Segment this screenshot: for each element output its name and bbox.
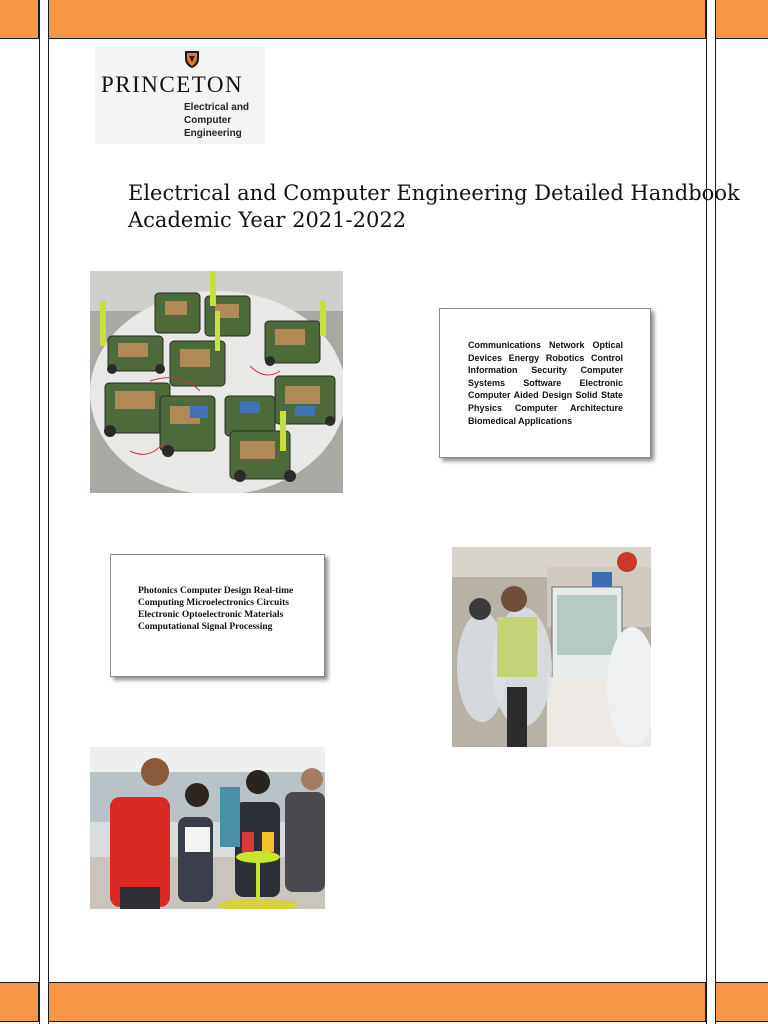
brand-name: PRINCETON [101, 72, 244, 97]
research-topics-box [110, 554, 325, 677]
lab-photo [452, 547, 651, 747]
bottom-bar-left [0, 982, 39, 1022]
frame-line-right [715, 0, 716, 1024]
research-topics-text: Photonics Computer Design Real-time Computing Microelectronics Circuits Electronic Optoelectronic Materials Computational Signal Processing [138, 586, 294, 632]
department-name: Electrical and Computer Engineering [184, 102, 250, 139]
research-areas-box [439, 308, 651, 458]
shield-icon [184, 50, 200, 69]
top-bar-right [715, 0, 768, 39]
students-photo [90, 747, 325, 909]
title-line-2: Academic Year 2021-2022 [128, 208, 407, 232]
top-bar-left [0, 0, 39, 39]
document-title [128, 180, 740, 234]
research-areas-text: Communications Network Optical Devices Energy Robotics Control Information Security Computer Systems Software Electronic Computer Aided Design Solid State Physics Computer Architecture Biomedical Applications [468, 340, 623, 426]
bottom-bar-right [715, 982, 768, 1022]
frame-line-left-inner [48, 0, 49, 1024]
frame-line-left [39, 0, 40, 1024]
robots-photo [90, 271, 343, 493]
bottom-bar-center [48, 982, 706, 1022]
title-line-1: Electrical and Computer Engineering Detailed Handbook [128, 181, 740, 205]
top-bar-center [48, 0, 706, 39]
frame-line-right-inner [706, 0, 707, 1024]
